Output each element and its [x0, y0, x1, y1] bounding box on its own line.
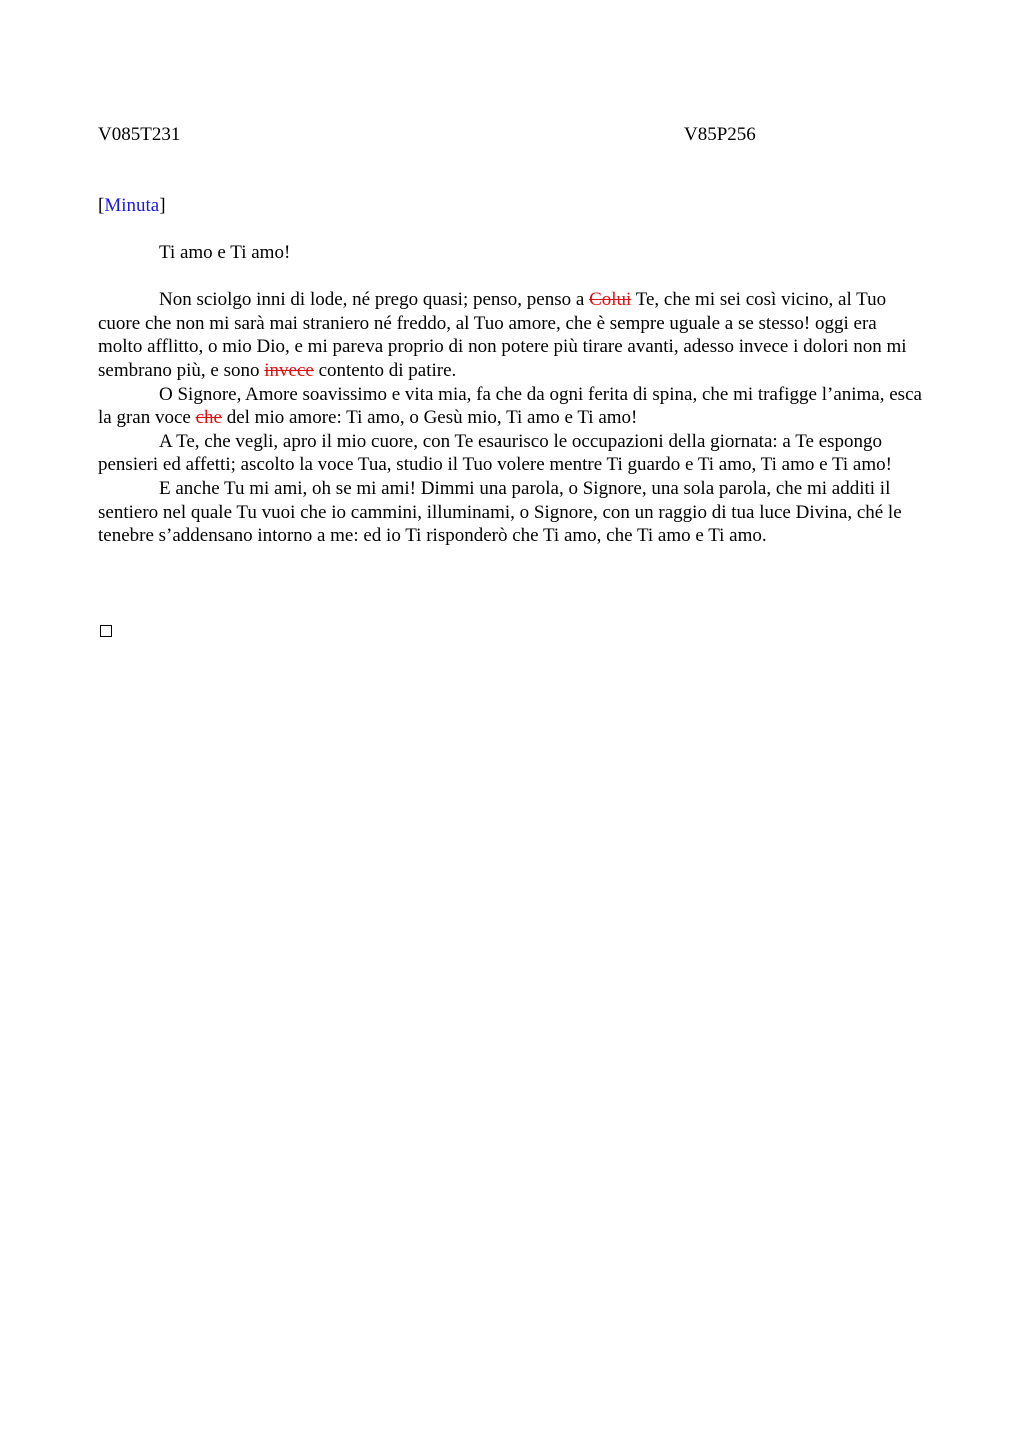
paragraph-3-text-b: del mio amore: Ti amo, o Gesù mio, Ti amo e Ti amo!: [221, 407, 638, 429]
minuta-link[interactable]: Minuta: [104, 195, 160, 216]
document-code-left: V085T231: [98, 124, 181, 145]
deleted-word-che: che: [195, 407, 222, 429]
paragraph-4: A Te, che vegli, apro il mio cuore, con Te esaurisco le occupazioni della giornata: a Te espongo pensieri ed affetti; ascolto la voce Tua, studio il Tuo volere mentre Ti guardo e Ti amo, Ti amo e Ti amo!: [98, 430, 892, 476]
paragraph-2-text-c: contento di patire.: [313, 359, 457, 381]
paragraph-3: [98, 383, 924, 430]
letter-body: [98, 241, 924, 548]
empty-square-icon: [100, 625, 112, 637]
paragraph-2: [98, 288, 924, 382]
close-bracket: ]: [159, 195, 166, 216]
minuta-label: [98, 194, 166, 217]
deleted-word-invece: invece: [264, 359, 314, 381]
paragraph-1: Ti amo e Ti amo!: [159, 242, 291, 263]
open-bracket: [: [98, 195, 105, 216]
deleted-word-colui: Colui: [589, 289, 632, 311]
paragraph-2-text-b: Te, che mi sei così vicino, al Tuo cuore che non mi sarà mai straniero né freddo, al Tuo amore, che è sempre uguale a se stesso! oggi era molto afflitto, o mio Dio, e mi pareva proprio di non potere più tirare avanti, adesso invece i dolori non mi sembrano più, e sono: [98, 289, 907, 381]
paragraph-2-text-a: Non sciolgo inni di lode, né prego quasi; penso, penso a: [159, 289, 590, 311]
document-code-right: V85P256: [684, 124, 756, 145]
paragraph-3-text-a: O Signore, Amore soavissimo e vita mia, fa che da ogni ferita di spina, che mi trafigge l’anima, esca la gran voce: [98, 383, 922, 429]
paragraph-5: E anche Tu mi ami, oh se mi ami! Dimmi una parola, o Signore, una sola parola, che mi additi il sentiero nel quale Tu vuoi che io cammini, illuminami, o Signore, con un raggio di tua luce Divina, ché le tenebre s’addensano intorno a me: ed io Ti risponderò che Ti amo, che Ti amo e Ti amo.: [98, 477, 902, 547]
